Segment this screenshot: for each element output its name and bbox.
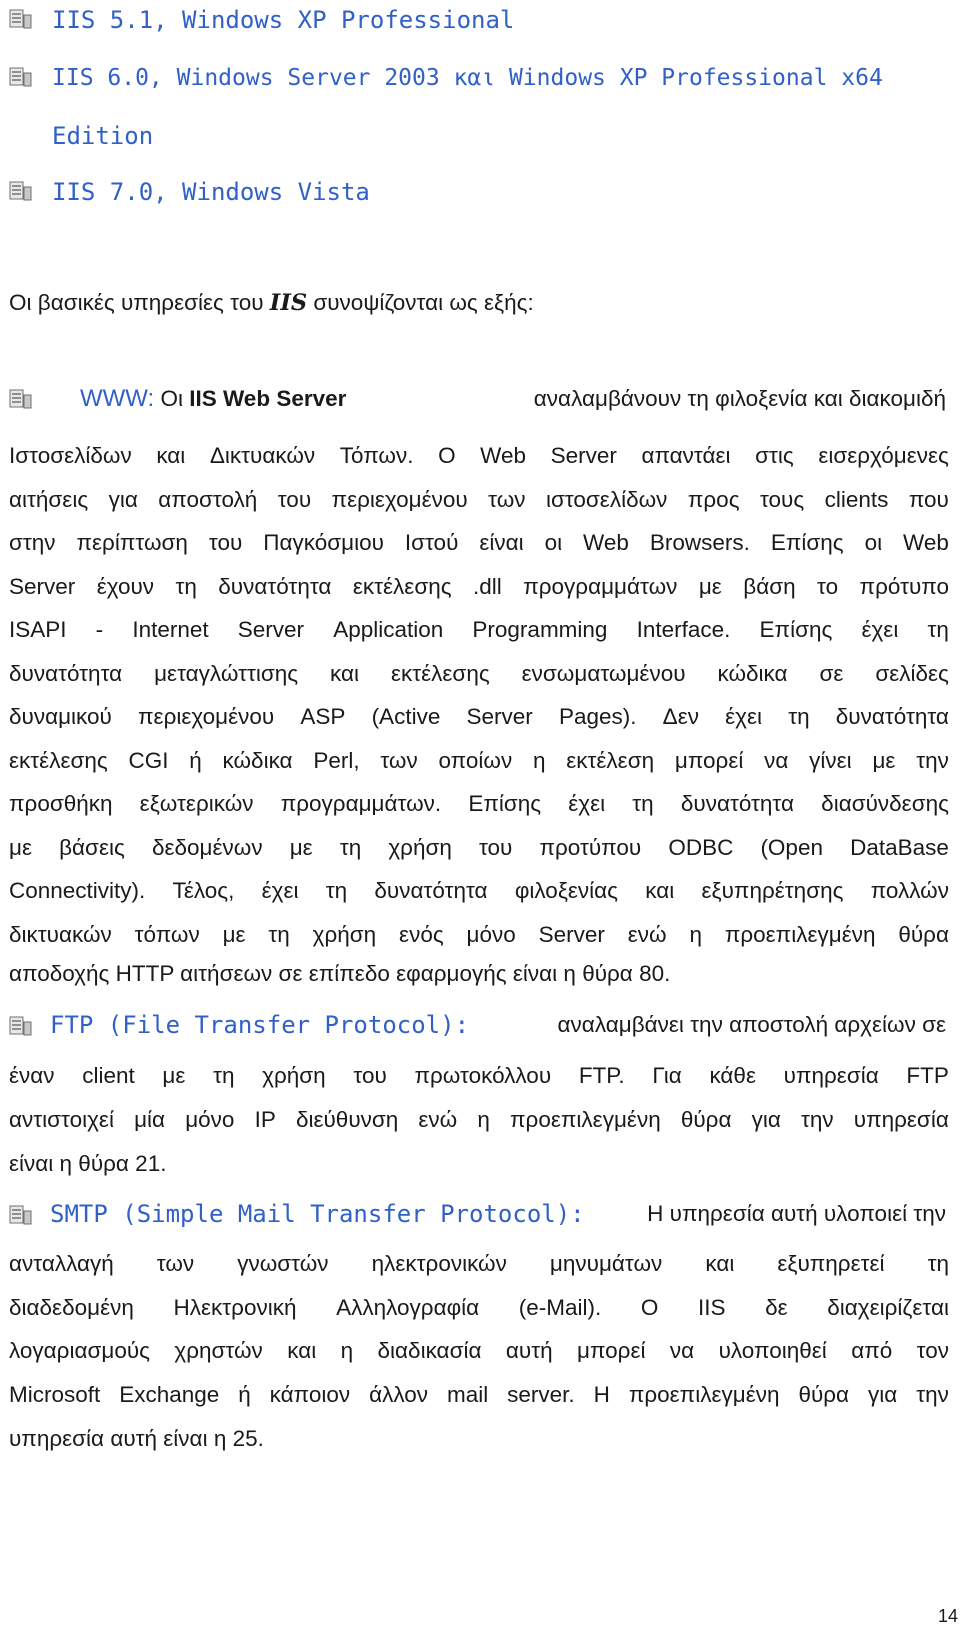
- smtp-heading-line: SMTP (Simple Mail Transfer Protocol): Η υπηρεσία αυτή υλοποιεί την: [50, 1200, 946, 1228]
- text-line: δυνατότητα μεταγλώττισης και εκτέλεσης ενσωματωμένου κώδικα σε σελίδες: [9, 660, 949, 686]
- ftp-heading: FTP (File Transfer Protocol):: [50, 1011, 470, 1039]
- www-heading-line: WWW: Οι IIS Web Server αναλαμβάνουν τη φιλοξενία και διακομιδή: [80, 385, 946, 412]
- text-line: Connectivity). Τέλος, έχει τη δυνατότητα φιλοξενίας και εξυπηρέτησης πολλών: [9, 878, 949, 903]
- text-line: στην περίπτωση του Παγκόσμιου Ιστού είναι οι Web Browsers. Επίσης οι Web: [9, 530, 949, 555]
- iis-web-server-term: IIS Web Server: [189, 386, 347, 411]
- text-line: με βάσεις δεδομένων με τη χρήση του προτύπου ODBC (Open DataBase: [9, 834, 949, 860]
- text-line: δικτυακών τόπων με τη χρήση ενός μόνο Server ενώ η προεπιλεγμένη θύρα: [9, 921, 949, 947]
- text-line: ISAPI - Internet Server Application Programming Interface. Επίσης έχει τη: [9, 617, 949, 642]
- text-line: έναν client με τη χρήση του πρωτοκόλλου FTP. Για κάθε υπηρεσία FTP: [9, 1063, 949, 1088]
- text-line: λογαριασμούς χρηστών και η διαδικασία αυτή μπορεί να υλοποιηθεί από τον: [9, 1338, 949, 1363]
- page-icon: [9, 1016, 33, 1036]
- smtp-heading: SMTP (Simple Mail Transfer Protocol):: [50, 1200, 585, 1228]
- list-item-text: IIS 6.0, Windows Server 2003 και Windows XP Professional x64: [52, 65, 883, 91]
- list-item: [0, 172, 960, 212]
- ftp-heading-line: FTP (File Transfer Protocol): αναλαμβάνει την αποστολή αρχείων σε: [50, 1011, 946, 1039]
- list-item: [0, 58, 960, 98]
- list-item-text: IIS 5.1, Windows XP Professional: [52, 6, 515, 34]
- intro-paragraph: Οι βασικές υπηρεσίες του IIS συνοψίζονται ως εξής:: [9, 290, 534, 316]
- list-item-text: IIS 7.0, Windows Vista: [52, 178, 370, 206]
- page-icon: [9, 67, 33, 87]
- text-line: Microsoft Exchange ή κάποιον άλλον mail server. Η προεπιλεγμένη θύρα για την: [9, 1381, 949, 1407]
- text-line: δυναμικού περιεχομένου ASP (Active Server Pages). Δεν έχει τη δυνατότητα: [9, 704, 949, 729]
- smtp-last-line: υπηρεσία αυτή είναι η 25.: [9, 1426, 264, 1451]
- www-heading: WWW:: [80, 385, 155, 412]
- www-last-line: αποδοχής HTTP αιτήσεων σε επίπεδο εφαρμογής είναι η θύρα 80.: [9, 961, 671, 986]
- text-line: Server έχουν τη δυνατότητα εκτέλεσης .dll προγραμμάτων με βάση το πρότυπο: [9, 573, 949, 599]
- text-line: εκτέλεσης CGI ή κώδικα Perl, των οποίων η εκτέλεση μπορεί να γίνει με την: [9, 747, 949, 773]
- page-icon: [9, 9, 33, 29]
- text-line: αντιστοιχεί μία μόνο IP διεύθυνση ενώ η προεπιλεγμένη θύρα για την υπηρεσία: [9, 1107, 949, 1132]
- page-icon: [9, 389, 33, 409]
- ftp-last-line: είναι η θύρα 21.: [9, 1151, 167, 1176]
- text-line: προσθήκη εξωτερικών προγραμμάτων. Επίσης έχει τη δυνατότητα διασύνδεσης: [9, 791, 949, 816]
- text-line: διαδεδομένη Ηλεκτρονική Αλληλογραφία (e-Mail). Ο IIS δε διαχειρίζεται: [9, 1294, 949, 1320]
- list-item-continuation: [0, 116, 960, 156]
- text-line: Ιστοσελίδων και Δικτυακών Τόπων. Ο Web Server απαντάει στις εισερχόμενες: [9, 443, 949, 468]
- page-number: 14: [937, 1606, 958, 1626]
- page-icon: [9, 181, 33, 201]
- page-icon: [9, 1205, 33, 1225]
- iis-logo: IIS: [269, 290, 308, 316]
- list-item: [0, 0, 960, 40]
- text-line: ανταλλαγή των γνωστών ηλεκτρονικών μηνυμάτων και εξυπηρετεί τη: [9, 1251, 949, 1276]
- text-line: αιτήσεις για αποστολή του περιεχομένου των ιστοσελίδων προς τους clients που: [9, 486, 949, 512]
- list-item-text: Edition: [52, 122, 154, 150]
